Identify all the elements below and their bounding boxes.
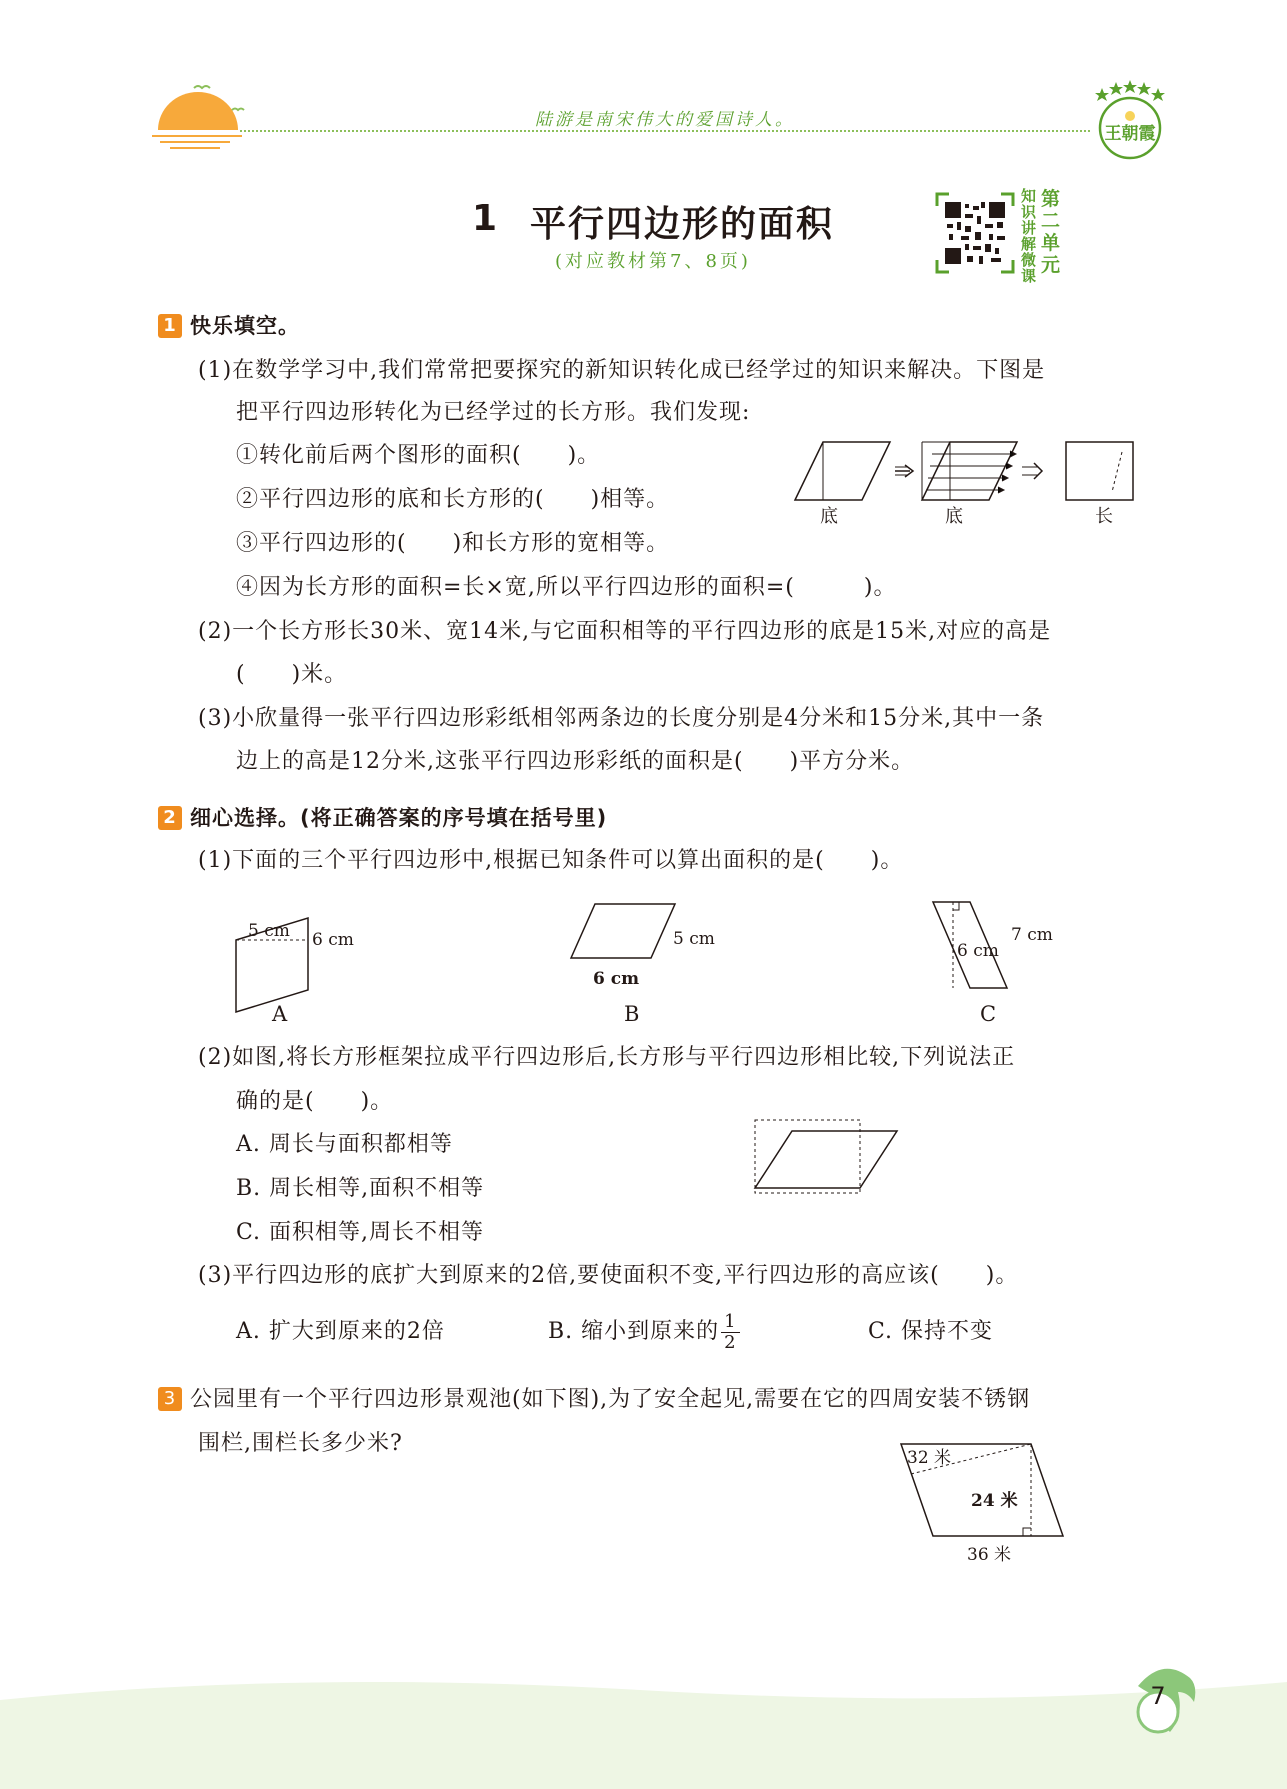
pond-height-label: 24 米: [971, 1491, 1018, 1511]
fig-c-letter: C: [980, 1002, 997, 1026]
transform-figure: [790, 432, 1150, 532]
figure-a: [230, 910, 390, 1030]
q2-s2-option-a: A. 周长与面积都相等: [236, 1132, 453, 1157]
pond-base-label: 36 米: [967, 1545, 1012, 1565]
fraction-numerator: 1: [721, 1312, 739, 1333]
frame-figure: [750, 1115, 900, 1195]
q1-heading-text: 快乐填空。: [190, 314, 300, 338]
figure-c: [925, 896, 1085, 1006]
fraction-one-half: [721, 1312, 739, 1353]
pond-top-label: 32 米: [907, 1448, 952, 1468]
brand-logo-text: 王朝霞: [1104, 124, 1156, 144]
q3-line2: 围栏,围栏长多少米?: [198, 1431, 403, 1456]
q1-p1-line1: (1)在数学学习中,我们常常把要探究的新知识转化成已经学过的知识来解决。下图是: [198, 358, 1046, 383]
sun-logo: [150, 78, 250, 153]
fig-b-letter: B: [624, 1002, 640, 1026]
q1-number-badge: 1: [158, 314, 182, 338]
header-divider: [240, 130, 1090, 132]
q2-s3-option-c: C. 保持不变: [868, 1319, 994, 1344]
q1-p1-item-b: ②平行四边形的底和长方形的( )相等。: [236, 487, 670, 512]
q2-s3-option-a: A. 扩大到原来的2倍: [236, 1319, 445, 1344]
q1-p3-line2: 边上的高是12分米,这张平行四边形彩纸的面积是( )平方分米。: [236, 749, 915, 774]
q2-s2-option-b: B. 周长相等,面积不相等: [236, 1176, 485, 1201]
q1-p2-line2: ( )米。: [236, 662, 348, 687]
fig-label-length: 长: [1095, 506, 1113, 527]
q2-number-badge: 2: [158, 806, 182, 830]
fraction-denominator: 2: [724, 1331, 737, 1353]
fig-b-base-label: 6 cm: [593, 969, 640, 989]
fig-b-side-label: 5 cm: [673, 929, 715, 949]
q1-p1-item-d: ④因为长方形的面积=长×宽,所以平行四边形的面积=( )。: [236, 575, 897, 600]
q3-number-badge: 3: [158, 1387, 182, 1411]
q2-s2-line2: 确的是( )。: [236, 1089, 394, 1114]
page-number: 7: [1150, 1682, 1166, 1710]
q2-s2-option-c: C. 面积相等,周长不相等: [236, 1220, 485, 1245]
qr-label-left: 知识讲解微课: [1021, 187, 1037, 285]
q2-heading: [158, 803, 607, 833]
fig-label-base-1: 底: [820, 506, 838, 527]
qr-code[interactable]: [935, 192, 1015, 274]
fig-label-base-2: 底: [945, 506, 963, 527]
q3-line1: [158, 1385, 1030, 1415]
page-subtitle: (对应教材第7、8页): [555, 251, 751, 272]
q1-p1-item-a: ①转化前后两个图形的面积( )。: [236, 443, 601, 468]
q3-line1-text: 公园里有一个平行四边形景观池(如下图),为了安全起见,需要在它的四周安装不锈钢: [190, 1387, 1031, 1412]
lesson-number: 1: [472, 198, 498, 239]
footer-background: [0, 1670, 1287, 1789]
fig-a-letter: A: [272, 1002, 288, 1026]
fig-a-side-label: 6 cm: [312, 930, 354, 950]
q2-heading-text: 细心选择。(将正确答案的序号填在括号里): [190, 806, 608, 830]
fig-c-inner-label: 6 cm: [957, 941, 999, 961]
pond-figure: [895, 1440, 1075, 1570]
q1-p3-line1: (3)小欣量得一张平行四边形彩纸相邻两条边的长度分别是4分米和15分米,其中一条: [198, 706, 1045, 731]
fig-a-inner-label: 5 cm: [248, 921, 290, 941]
q2-s3: (3)平行四边形的底扩大到原来的2倍,要使面积不变,平行四边形的高应该( )。: [198, 1263, 1019, 1288]
q1-p2-line1: (2)一个长方形长30米、宽14米,与它面积相等的平行四边形的底是15米,对应的高是: [198, 619, 1052, 644]
page-title: 平行四边形的面积: [530, 204, 835, 245]
q1-heading: [158, 311, 300, 341]
q2-s1: (1)下面的三个平行四边形中,根据已知条件可以算出面积的是( )。: [198, 848, 904, 873]
q2-s3-option-b-text: B. 缩小到原来的: [548, 1319, 720, 1344]
q1-p1-line2: 把平行四边形转化为已经学过的长方形。我们发现:: [236, 400, 751, 425]
qr-label-right: 第二单元: [1041, 188, 1061, 276]
figure-b: [565, 900, 735, 1000]
fig-c-side-label: 7 cm: [1011, 925, 1053, 945]
q1-p1-item-c: ③平行四边形的( )和长方形的宽相等。: [236, 531, 670, 556]
arrow-icon-1: [895, 465, 913, 477]
q2-s3-option-b: [548, 1306, 740, 1358]
header-tagline: 陆游是南宋伟大的爱国诗人。: [535, 110, 795, 130]
q2-s2-line1: (2)如图,将长方形框架拉成平行四边形后,长方形与平行四边形相比较,下列说法正: [198, 1045, 1016, 1070]
arrow-icon-2: [1022, 463, 1042, 479]
